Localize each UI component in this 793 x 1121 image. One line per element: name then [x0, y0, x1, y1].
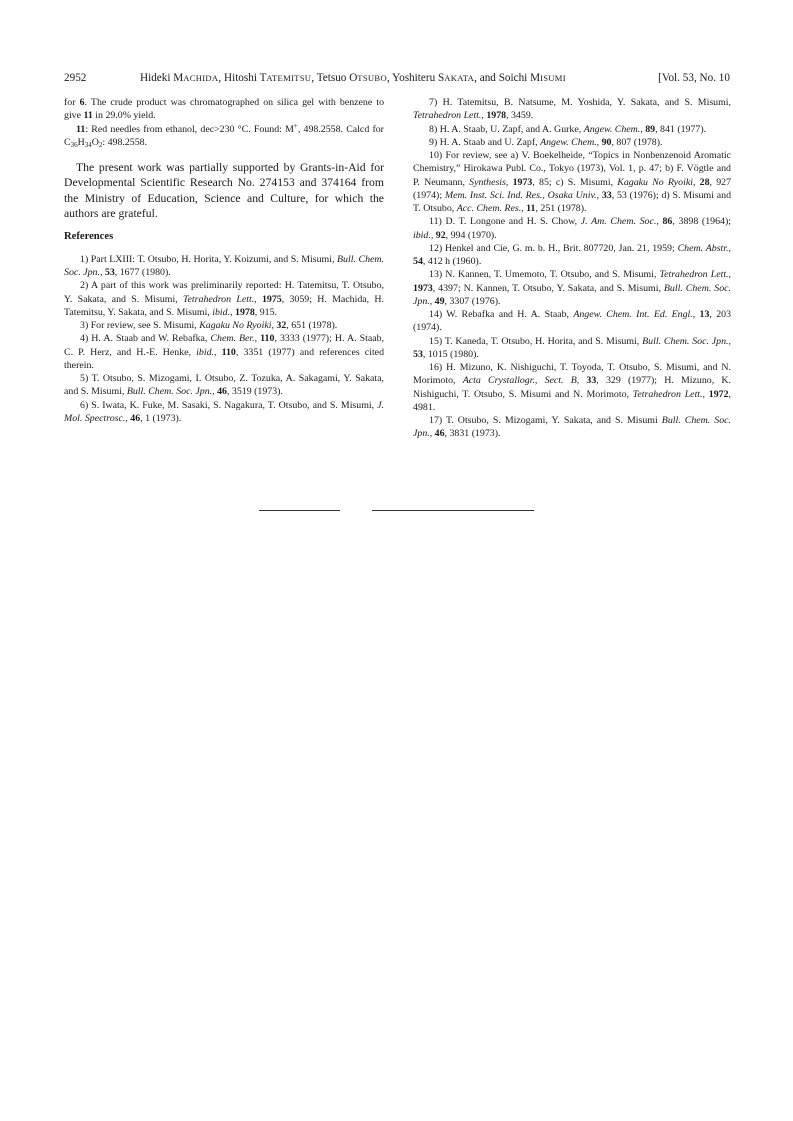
reference-5: 5) T. Otsubo, S. Mizogami, I. Otsubo, Z. Tozuka, A. Sakagami, Y. Sakata, and S. Misumi, Bull. Chem. Soc. Jpn., 46, 3519 (1973). [64, 373, 384, 398]
references-heading: References [64, 230, 114, 242]
running-header [64, 71, 730, 85]
reference-17: 17) T. Otsubo, S. Mizogami, Y. Sakata, and S. Misumi Bull. Chem. Soc. Jpn., 46, 3831 (1973). [413, 415, 732, 440]
reference-3: 3) For review, see S. Misumi, Kagaku No Ryoiki, 32, 651 (1978). [80, 320, 338, 332]
reference-12: 12) Henkel and Cie, G. m. b. H., Brit. 807720, Jan. 21, 1959; Chem. Abstr., 54, 412 h (1960). [413, 242, 731, 267]
reference-10: 10) For review, see a) V. Boekelheide, “Topics in Nonbenzenoid Aromatic Chemistry,” Hirokawa Publ. Co., Tokyo (1973), Vol. 1, p. 47; b) F. Vögtle and P. Neumann, Synthesis, 1973, 85; c) S. Misumi, Kagaku No Ryoiki, 28, 927 (1974); Mem. Inst. Sci. Ind. Res., Osaka Univ., 33, 53 (1976); d) S. Misumi and T. Otsubo, Acc. Chem. Res., 11, 251 (1978). [413, 150, 732, 214]
header-volume: [Vol. 53, No. 10 [658, 72, 730, 84]
acknowledgment: The present work was partially supported by Grants-in-Aid for Developmental Scientific Research No. 274153 and 374164 from the Ministry of Education, Science and Culture, for which the authors are grateful. [64, 161, 384, 221]
reference-6: 6) S. Iwata, K. Fuke, M. Sasaki, S. Nagakura, T. Otsubo, and S. Misumi, J. Mol. Spectrosc., 46, 1 (1973). [64, 399, 384, 424]
reference-9: 9) H. A. Staab and U. Zapf, Angew. Chem., 90, 807 (1978). [429, 136, 663, 148]
reference-2: 2) A part of this work was preliminarily reported: H. Tatemitsu, T. Otsubo, Y. Sakata, and S. Misumi, Tetrahedron Lett., 1975, 3059; H. Machida, H. Tatemitsu, Y. Sakata, and S. Misumi, ibid., 1978, 915. [64, 280, 384, 318]
reference-4: 4) H. A. Staab and W. Rebafka, Chem. Ber., 110, 3333 (1977); H. A. Staab, C. P. Herz, and H.-E. Henke, ibid., 110, 3351 (1977) and references cited therein. [64, 333, 385, 371]
right-column [413, 96, 731, 441]
header-authors-text: Hideki MACHIDA, Hitoshi TATEMITSU, Tetsuo OTSUBO, Yoshiteru SAKATA, and Soichi MISUMI [140, 72, 566, 84]
left-column [64, 96, 384, 425]
page-number: 2952 [64, 72, 87, 84]
reference-16: 16) H. Mizuno, K. Nishiguchi, T. Toyoda, T. Otsubo, S. Misumi, and N. Morimoto, Acta Crystallogr., Sect. B, 33, 329 (1977); H. Mizuno, K. Nishiguchi, T. Otsubo, S. Misumi and N. Morimoto, Tetrahedron Lett., 1972, 4981. [413, 362, 732, 413]
reference-1: 1) Part LXIII: T. Otsubo, H. Horita, Y. Koizumi, and S. Misumi, Bull. Chem. Soc. Jpn., 53, 1677 (1980). [64, 253, 384, 279]
reference-13: 13) N. Kannen, T. Umemoto, T. Otsubo, and S. Misumi, Tetrahedron Lett., 1973, 4397; N. Kannen, T. Otsubo, Y. Sakata, and S. Misumi, Bull. Chem. Soc. Jpn., 49, 3307 (1976). [413, 269, 731, 307]
reference-11: 11) D. T. Longone and H. S. Chow, J. Am. Chem. Soc., 86, 3898 (1964); ibid., 92, 994 (1970). [413, 216, 732, 241]
experimental-paragraph: for 6. The crude product was chromatographed on silica gel with benzene to give 11 in 29.0% yield. [64, 97, 385, 122]
header-authors [140, 71, 566, 85]
reference-8: 8) H. A. Staab, U. Zapf, and A. Gurke, Angew. Chem., 89, 841 (1977). [429, 123, 707, 135]
end-rule-right [372, 510, 534, 511]
compound-data-paragraph: 11: Red needles from ethanol, dec>230 °C. Found: M+, 498.2558. Calcd for $C_{36}H_{34}O_2$: 498.2558. [64, 121, 384, 149]
reference-15: 15) T. Kaneda, T. Otsubo, H. Horita, and S. Misumi, Bull. Chem. Soc. Jpn., 53, 1015 (1980). [413, 335, 731, 360]
reference-14: 14) W. Rebafka and H. A. Staab, Angew. Chem. Int. Ed. Engl., 13, 203 (1974). [413, 309, 732, 334]
reference-7: 7) H. Tatemitsu, B. Natsume, M. Yoshida, Y. Sakata, and S. Misumi, Tetrahedron Lett., 1978, 3459. [413, 97, 731, 122]
end-rule-left [259, 510, 340, 511]
